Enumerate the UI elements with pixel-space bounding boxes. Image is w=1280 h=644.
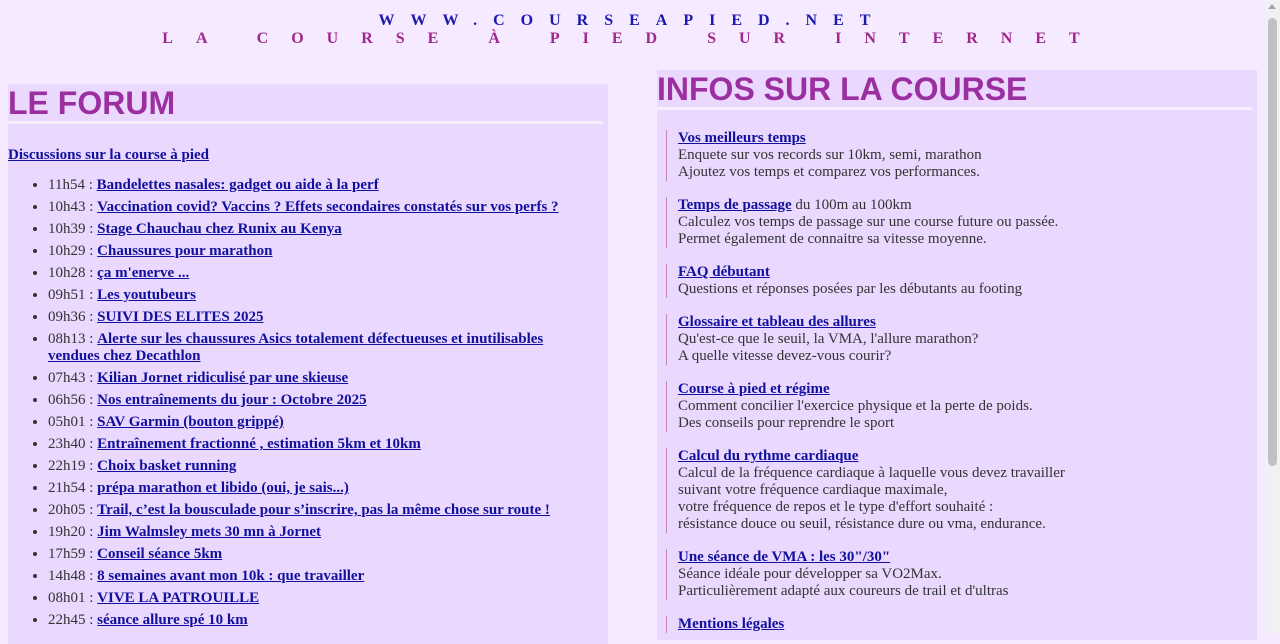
info-description: A quelle vitesse devez-vous courir? [678, 348, 892, 364]
post-time: 10h39 : [48, 221, 94, 237]
forum-post-item [48, 243, 608, 260]
post-time: 09h51 : [48, 287, 94, 303]
post-link[interactable]: Vaccination covid? Vaccins ? Effets secondaires constatés sur vos perfs ? [97, 199, 559, 215]
page-scrollbar[interactable] [1265, 0, 1280, 633]
post-time: 10h29 : [48, 243, 94, 259]
forum-post-item [48, 265, 608, 282]
post-time: 19h20 : [48, 524, 94, 540]
forum-post-item [48, 524, 608, 541]
post-time: 05h01 : [48, 414, 94, 430]
post-time: 07h43 : [48, 370, 94, 386]
forum-post-item [48, 414, 608, 431]
info-item [666, 130, 1257, 181]
forum-post-item [48, 502, 608, 519]
post-link[interactable]: SUIVI DES ELITES 2025 [97, 309, 264, 325]
forum-post-item [48, 370, 608, 387]
info-description: Des conseils pour reprendre le sport [678, 415, 895, 431]
forum-title: LE FORUM [8, 85, 176, 121]
post-link[interactable]: séance allure spé 10 km [97, 612, 248, 628]
info-item [666, 314, 1257, 365]
info-link[interactable]: Une séance de VMA : les 30"/30" [678, 549, 891, 565]
post-time: 14h48 : [48, 568, 94, 584]
infos-divider [657, 107, 1252, 110]
info-item [666, 197, 1257, 248]
post-link[interactable]: ça m'enerve ... [97, 265, 190, 281]
info-description: Permet également de connaitre sa vitesse moyenne. [678, 231, 987, 247]
info-link[interactable]: Vos meilleurs temps [678, 130, 806, 146]
post-time: 08h13 : [48, 331, 94, 347]
post-time: 17h59 : [48, 546, 94, 562]
post-time: 11h54 : [48, 177, 93, 193]
post-time: 23h40 : [48, 436, 94, 452]
forum-post-item [48, 392, 608, 409]
info-link[interactable]: Temps de passage [678, 197, 792, 213]
post-link[interactable]: prépa marathon et libido (oui, je sais...) [97, 480, 349, 496]
post-time: 06h56 : [48, 392, 94, 408]
forum-post-item [48, 612, 608, 629]
info-description: Qu'est-ce que le seuil, la VMA, l'allure marathon? [678, 331, 979, 347]
info-description: résistance douce ou seuil, résistance dure ou vma, endurance. [678, 516, 1046, 532]
post-time: 08h01 : [48, 590, 94, 606]
post-link[interactable]: Les youtubeurs [97, 287, 196, 303]
post-time: 22h45 : [48, 612, 94, 628]
info-item [666, 448, 1257, 533]
post-time: 21h54 : [48, 480, 94, 496]
site-name: WWW.COURSEAPIED.NET [378, 12, 887, 29]
forum-post-item [48, 177, 608, 194]
forum-post-item [48, 458, 608, 475]
info-description: suivant votre fréquence cardiaque maximale, [678, 482, 948, 498]
post-link[interactable]: Choix basket running [97, 458, 237, 474]
info-description: Enquete sur vos records sur 10km, semi, marathon [678, 147, 982, 163]
post-link[interactable]: SAV Garmin (bouton grippé) [97, 414, 284, 430]
post-time: 22h19 : [48, 458, 94, 474]
forum-divider [8, 121, 603, 124]
scroll-thumb[interactable] [1268, 18, 1277, 466]
info-description: Calcul de la fréquence cardiaque à laquelle vous devez travailler [678, 465, 1065, 481]
post-time: 10h43 : [48, 199, 94, 215]
post-link[interactable]: VIVE LA PATROUILLE [97, 590, 260, 606]
forum-section [8, 84, 608, 644]
post-link[interactable]: Nos entraînements du jour : Octobre 2025 [97, 392, 367, 408]
site-tagline: LA COURSE À PIED SUR INTERNET [162, 30, 1103, 47]
info-description: Calculez vos temps de passage sur une course future ou passée. [678, 214, 1059, 230]
post-link[interactable]: Trail, c’est la bousculade pour s’inscrire, pas la même chose sur route ! [97, 502, 550, 518]
forum-discussions-link[interactable]: Discussions sur la course à pied [8, 147, 210, 163]
info-link[interactable]: FAQ débutant [678, 264, 770, 280]
info-link-suffix: du 100m au 100km [791, 197, 912, 213]
info-item [666, 616, 1257, 633]
forum-post-item [48, 590, 608, 607]
site-header [0, 10, 1265, 46]
infos-list [657, 130, 1257, 633]
post-link[interactable]: Bandelettes nasales: gadget ou aide à la perf [96, 177, 379, 193]
info-link[interactable]: Course à pied et régime [678, 381, 830, 397]
post-link[interactable]: Kilian Jornet ridiculisé par une skieuse [97, 370, 349, 386]
post-time: 10h28 : [48, 265, 94, 281]
info-description: Questions et réponses posées par les débutants au footing [678, 281, 1023, 297]
post-link[interactable]: Conseil séance 5km [97, 546, 223, 562]
forum-post-item [48, 221, 608, 238]
forum-post-item [48, 480, 608, 497]
forum-post-item [48, 436, 608, 453]
forum-post-item [48, 568, 608, 585]
post-link[interactable]: Jim Walmsley mets 30 mn à Jornet [97, 524, 322, 540]
info-item [666, 381, 1257, 432]
forum-post-item [48, 331, 608, 365]
info-description: votre fréquence de repos et le type d'effort souhaité : [678, 499, 994, 515]
post-link[interactable]: 8 semaines avant mon 10k : que travailler [97, 568, 365, 584]
info-link[interactable]: Calcul du rythme cardiaque [678, 448, 859, 464]
info-item [666, 264, 1257, 298]
info-description: Particulièrement adapté aux coureurs de trail et d'ultras [678, 583, 1009, 599]
post-link[interactable]: Stage Chauchau chez Runix au Kenya [97, 221, 342, 237]
info-link[interactable]: Glossaire et tableau des allures [678, 314, 876, 330]
info-description: Ajoutez vos temps et comparez vos performances. [678, 164, 980, 180]
post-link[interactable]: Alerte sur les chaussures Asics totalement défectueuses et inutilisables vendues chez Decathlon [48, 331, 544, 364]
post-link[interactable]: Entraînement fractionné , estimation 5km et 10km [97, 436, 421, 452]
scroll-up-icon[interactable] [1268, 4, 1276, 9]
infos-title: INFOS SUR LA COURSE [657, 71, 1028, 107]
info-description: Séance idéale pour développer sa VO2Max. [678, 566, 942, 582]
forum-post-list [8, 177, 608, 629]
infos-section [657, 70, 1257, 640]
forum-post-item [48, 199, 608, 216]
info-item [666, 549, 1257, 600]
forum-post-item [48, 309, 608, 326]
post-time: 20h05 : [48, 502, 94, 518]
info-link[interactable]: Mentions légales [678, 616, 785, 632]
post-link[interactable]: Chaussures pour marathon [97, 243, 273, 259]
info-description: Comment concilier l'exercice physique et la perte de poids. [678, 398, 1033, 414]
forum-post-item [48, 287, 608, 304]
post-time: 09h36 : [48, 309, 94, 325]
forum-post-item [48, 546, 608, 563]
